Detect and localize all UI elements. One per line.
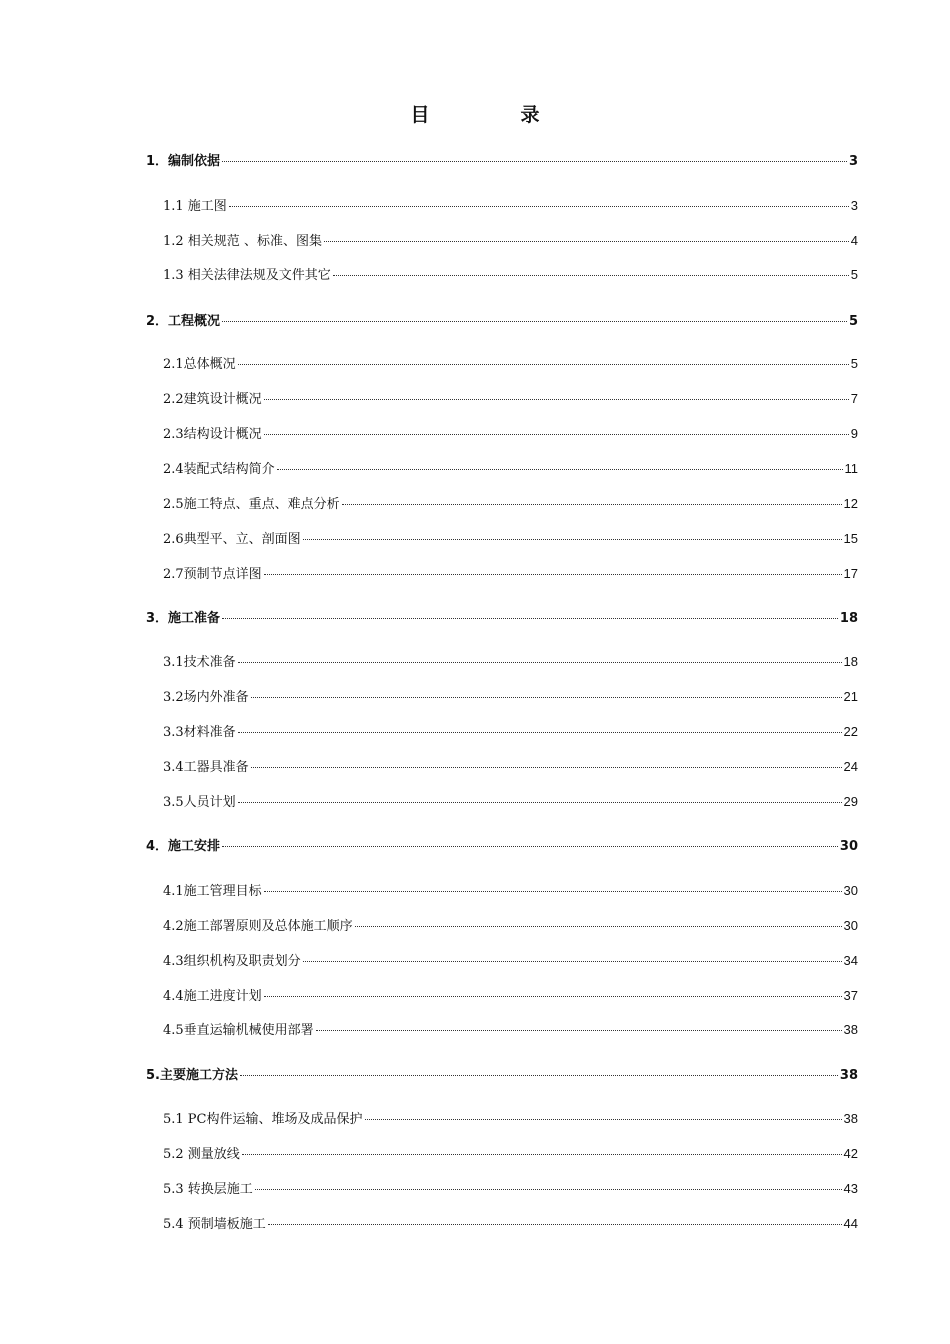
toc-chapter-entry[interactable]	[146, 150, 858, 169]
dot-leader	[222, 321, 847, 322]
toc-section-entry[interactable]	[163, 388, 858, 407]
toc-entry-label: 3.2场内外准备	[163, 690, 249, 705]
toc-section-entry[interactable]	[163, 458, 858, 477]
toc-chapter-entry[interactable]	[146, 835, 858, 854]
dot-leader	[264, 399, 849, 400]
toc-page-number: 4	[850, 233, 858, 248]
toc-entry-label: 4.3组织机构及职责划分	[163, 954, 301, 969]
toc-section-entry[interactable]	[163, 528, 858, 547]
toc-section-entry[interactable]	[163, 264, 858, 283]
dot-leader	[251, 767, 842, 768]
toc-page-number: 18	[839, 611, 858, 626]
toc-section-entry[interactable]	[163, 1143, 858, 1162]
dot-leader	[303, 539, 842, 540]
toc-section-entry[interactable]	[163, 353, 858, 372]
toc-page-number: 30	[839, 839, 858, 854]
toc-entry-label: 5.1 PC构件运输、堆场及成品保护	[163, 1112, 363, 1127]
toc-entry-label: 2．工程概况	[146, 314, 221, 329]
toc-section-entry[interactable]	[163, 756, 858, 775]
toc-section-entry[interactable]	[163, 880, 858, 899]
dot-leader	[277, 469, 843, 470]
toc-entry-label: 2.3结构设计概况	[163, 427, 262, 442]
toc-entry-label: 5.3 转换层施工	[163, 1182, 253, 1197]
dot-leader	[238, 364, 849, 365]
toc-page-number: 3	[848, 154, 858, 169]
toc-entry-label: 1.2 相关规范 、标准、图集	[163, 234, 322, 249]
toc-page-number: 5	[848, 314, 858, 329]
toc-entry-label: 4.5垂直运输机械使用部署	[163, 1023, 314, 1038]
toc-page-number: 38	[839, 1068, 858, 1083]
toc-chapter-entry[interactable]	[146, 1064, 858, 1083]
toc-entry-label: 1.1 施工图	[163, 199, 227, 214]
dot-leader	[365, 1119, 842, 1120]
dot-leader	[222, 618, 838, 619]
toc-page-number: 38	[843, 1111, 858, 1126]
dot-leader	[238, 662, 842, 663]
toc-section-entry[interactable]	[163, 1019, 858, 1038]
toc-section-entry[interactable]	[163, 985, 858, 1004]
toc-entry-label: 1.3 相关法律法规及文件其它	[163, 268, 331, 283]
toc-entry-label: 4.1施工管理目标	[163, 884, 262, 899]
toc-page-number: 9	[850, 426, 858, 441]
dot-leader	[264, 574, 842, 575]
toc-entry-label: 2.1总体概况	[163, 357, 236, 372]
toc-section-entry[interactable]	[163, 423, 858, 442]
dot-leader	[316, 1030, 842, 1031]
toc-entry-label: 3.3材料准备	[163, 725, 236, 740]
toc-page-number: 30	[843, 918, 858, 933]
dot-leader	[229, 206, 849, 207]
dot-leader	[222, 846, 838, 847]
toc-entry-label: 2.7预制节点详图	[163, 567, 262, 582]
toc-section-entry[interactable]	[163, 950, 858, 969]
toc-chapter-entry[interactable]	[146, 310, 858, 329]
toc-entry-label: 1．编制依据	[146, 154, 221, 169]
toc-entry-label: 3.4工器具准备	[163, 760, 249, 775]
toc-section-entry[interactable]	[163, 651, 858, 670]
toc-section-entry[interactable]	[163, 230, 858, 249]
toc-page-number: 34	[843, 953, 858, 968]
toc-page-number: 22	[843, 724, 858, 739]
toc-page-number: 5	[850, 356, 858, 371]
toc-entry-label: 5.2 测量放线	[163, 1147, 240, 1162]
toc-chapter-entry[interactable]	[146, 607, 858, 626]
dot-leader	[240, 1075, 838, 1076]
dot-leader	[342, 504, 842, 505]
dot-leader	[251, 697, 842, 698]
toc-page-number: 29	[843, 794, 858, 809]
toc-page-number: 44	[843, 1216, 858, 1231]
dot-leader	[264, 891, 842, 892]
toc-section-entry[interactable]	[163, 686, 858, 705]
toc-entry-label: 4.4施工进度计划	[163, 989, 262, 1004]
dot-leader	[238, 732, 842, 733]
dot-leader	[355, 926, 842, 927]
dot-leader	[324, 241, 849, 242]
toc-page-number: 21	[843, 689, 858, 704]
toc-entry-label: 2.5施工特点、重点、难点分析	[163, 497, 340, 512]
toc-page-number: 17	[843, 566, 858, 581]
toc-section-entry[interactable]	[163, 1213, 858, 1232]
dot-leader	[268, 1224, 842, 1225]
dot-leader	[222, 161, 847, 162]
toc-section-entry[interactable]	[163, 915, 858, 934]
dot-leader	[264, 434, 849, 435]
toc-section-entry[interactable]	[163, 493, 858, 512]
toc-page-number: 3	[850, 198, 858, 213]
toc-page-number: 37	[843, 988, 858, 1003]
dot-leader	[255, 1189, 842, 1190]
toc-entry-label: 3．施工准备	[146, 611, 221, 626]
toc-section-entry[interactable]	[163, 791, 858, 810]
dot-leader	[238, 802, 842, 803]
toc-page-number: 30	[843, 883, 858, 898]
toc-title: 目 录	[410, 104, 576, 126]
toc-entry-label: 3.5人员计划	[163, 795, 236, 810]
toc-entry-label: 4．施工安排	[146, 839, 221, 854]
toc-section-entry[interactable]	[163, 1108, 858, 1127]
toc-entry-label: 2.2建筑设计概况	[163, 392, 262, 407]
toc-page-number: 38	[843, 1022, 858, 1037]
toc-entry-label: 2.4装配式结构简介	[163, 462, 275, 477]
dot-leader	[303, 961, 842, 962]
toc-page-number: 43	[843, 1181, 858, 1196]
dot-leader	[264, 996, 842, 997]
toc-page-number: 15	[843, 531, 858, 546]
toc-section-entry[interactable]	[163, 721, 858, 740]
toc-entry-label: 5.主要施工方法	[146, 1068, 238, 1083]
toc-entry-label: 2.6典型平、立、剖面图	[163, 532, 301, 547]
toc-section-entry[interactable]	[163, 563, 858, 582]
dot-leader	[333, 275, 849, 276]
toc-page-number: 24	[843, 759, 858, 774]
toc-entry-label: 4.2施工部署原则及总体施工顺序	[163, 919, 353, 934]
toc-section-entry[interactable]	[163, 195, 858, 214]
toc-page-number: 12	[843, 496, 858, 511]
toc-page-number: 11	[844, 461, 858, 476]
toc-section-entry[interactable]	[163, 1178, 858, 1197]
toc-page-number: 7	[850, 391, 858, 406]
toc-page-number: 18	[843, 654, 858, 669]
toc-entry-label: 5.4 预制墙板施工	[163, 1217, 266, 1232]
toc-page-number: 5	[850, 267, 858, 282]
toc-page-number: 42	[843, 1146, 858, 1161]
dot-leader	[242, 1154, 842, 1155]
toc-entry-label: 3.1技术准备	[163, 655, 236, 670]
